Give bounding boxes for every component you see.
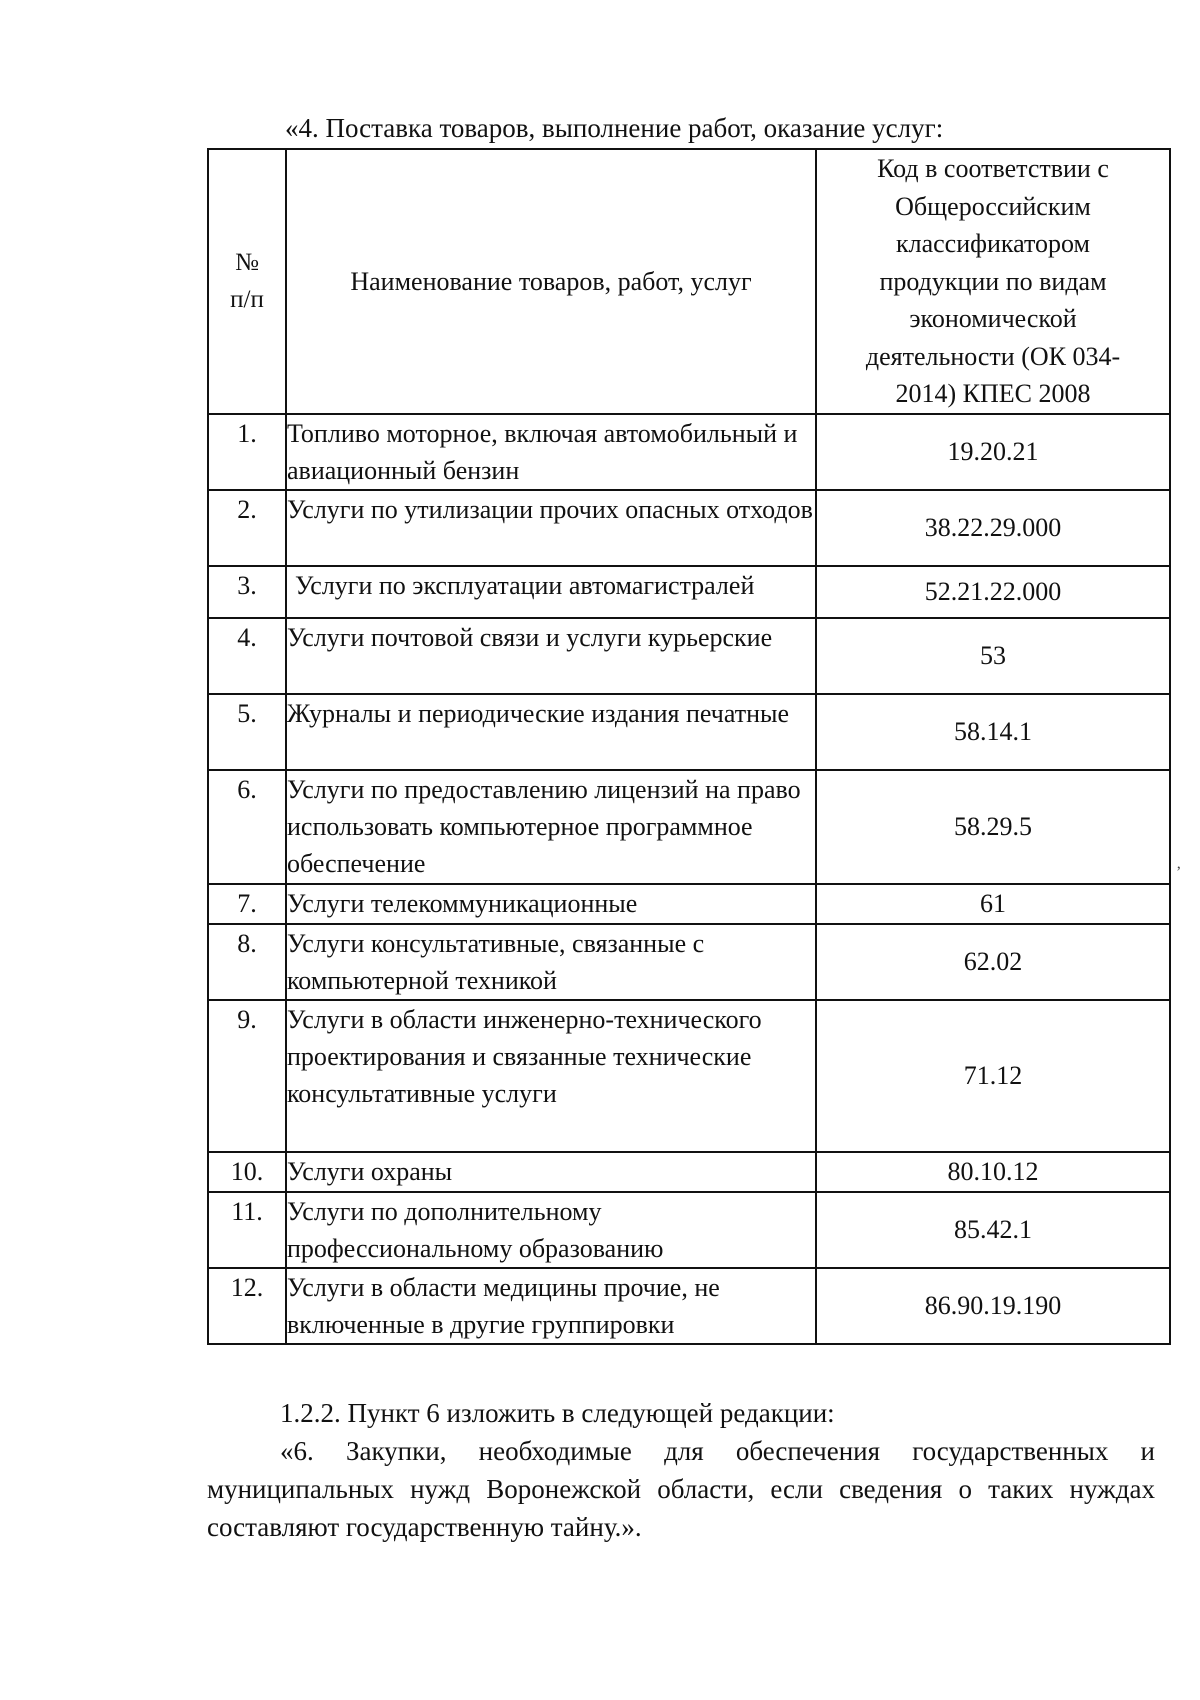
row-code: 38.22.29.000	[816, 490, 1170, 566]
row-name: Услуги по предоставлению лицензий на право использовать компьютерное программное обеспечение	[286, 770, 816, 884]
row-name: Топливо моторное, включая автомобильный и авиационный бензин	[286, 414, 816, 490]
row-name: Услуги в области медицины прочие, не включенные в другие группировки	[286, 1268, 816, 1344]
row-code: 85.42.1	[816, 1192, 1170, 1268]
row-code: 53	[816, 618, 1170, 694]
row-number: 3.	[208, 566, 286, 618]
row-name: Услуги по утилизации прочих опасных отходов	[286, 490, 816, 566]
table-row	[208, 770, 1170, 884]
table-row	[208, 1000, 1170, 1152]
margin-mark: ’	[1176, 864, 1182, 881]
row-number: 4.	[208, 618, 286, 694]
row-number: 7.	[208, 884, 286, 924]
row-code: 19.20.21	[816, 414, 1170, 490]
table-row	[208, 490, 1170, 566]
row-number: 6.	[208, 770, 286, 884]
row-name: Услуги в области инженерно-технического проектирования и связанные технические консультативные услуги	[286, 1000, 816, 1152]
row-code: 52.21.22.000	[816, 566, 1170, 618]
row-number: 10.	[208, 1152, 286, 1192]
row-code: 80.10.12	[816, 1152, 1170, 1192]
row-name: Журналы и периодические издания печатные	[286, 694, 816, 770]
row-name: Услуги почтовой связи и услуги курьерские	[286, 618, 816, 694]
row-code: 58.29.5	[816, 770, 1170, 884]
table-row	[208, 1152, 1170, 1192]
table-header-row	[208, 149, 1170, 414]
table-row	[208, 414, 1170, 490]
row-number: 1.	[208, 414, 286, 490]
goods-table	[207, 148, 1171, 1345]
table-row	[208, 924, 1170, 1000]
table-row	[208, 694, 1170, 770]
row-number: 5.	[208, 694, 286, 770]
row-name: Услуги по дополнительному профессиональному образованию	[286, 1192, 816, 1268]
row-code: 61	[816, 884, 1170, 924]
table-row	[208, 566, 1170, 618]
table-row	[208, 618, 1170, 694]
row-number: 8.	[208, 924, 286, 1000]
header-code	[816, 149, 1170, 414]
table-row	[208, 1268, 1170, 1344]
row-number: 12.	[208, 1268, 286, 1344]
header-number	[208, 149, 286, 414]
header-code-label: Код в соответствии с Общероссийским классификатором продукции по видам экономической деятельности (ОК 034-2014) КПЕС 2008	[865, 154, 1121, 408]
row-code: 62.02	[816, 924, 1170, 1000]
row-name: Услуги телекоммуникационные	[286, 884, 816, 924]
row-number: 9.	[208, 1000, 286, 1152]
row-name: Услуги охраны	[286, 1152, 816, 1192]
amendment-intro: 1.2.2. Пункт 6 изложить в следующей редакции:	[280, 1398, 835, 1428]
table-row	[208, 1192, 1170, 1268]
section-heading: «4. Поставка товаров, выполнение работ, оказание услуг:	[285, 113, 944, 143]
header-name: Наименование товаров, работ, услуг	[286, 149, 816, 414]
row-number: 2.	[208, 490, 286, 566]
row-code: 58.14.1	[816, 694, 1170, 770]
row-code: 86.90.19.190	[816, 1268, 1170, 1344]
row-name: Услуги по эксплуатации автомагистралей	[286, 566, 816, 618]
row-code: 71.12	[816, 1000, 1170, 1152]
row-name: Услуги консультативные, связанные с компьютерной техникой	[286, 924, 816, 1000]
header-number-label: № п/п	[230, 249, 264, 314]
row-number: 11.	[208, 1192, 286, 1268]
table-row	[208, 884, 1170, 924]
amendment-text: «6. Закупки, необходимые для обеспечения государственных и муниципальных нужд Воронежской области, если сведения о таких нуждах составляют государственную тайну.».	[207, 1436, 1155, 1542]
